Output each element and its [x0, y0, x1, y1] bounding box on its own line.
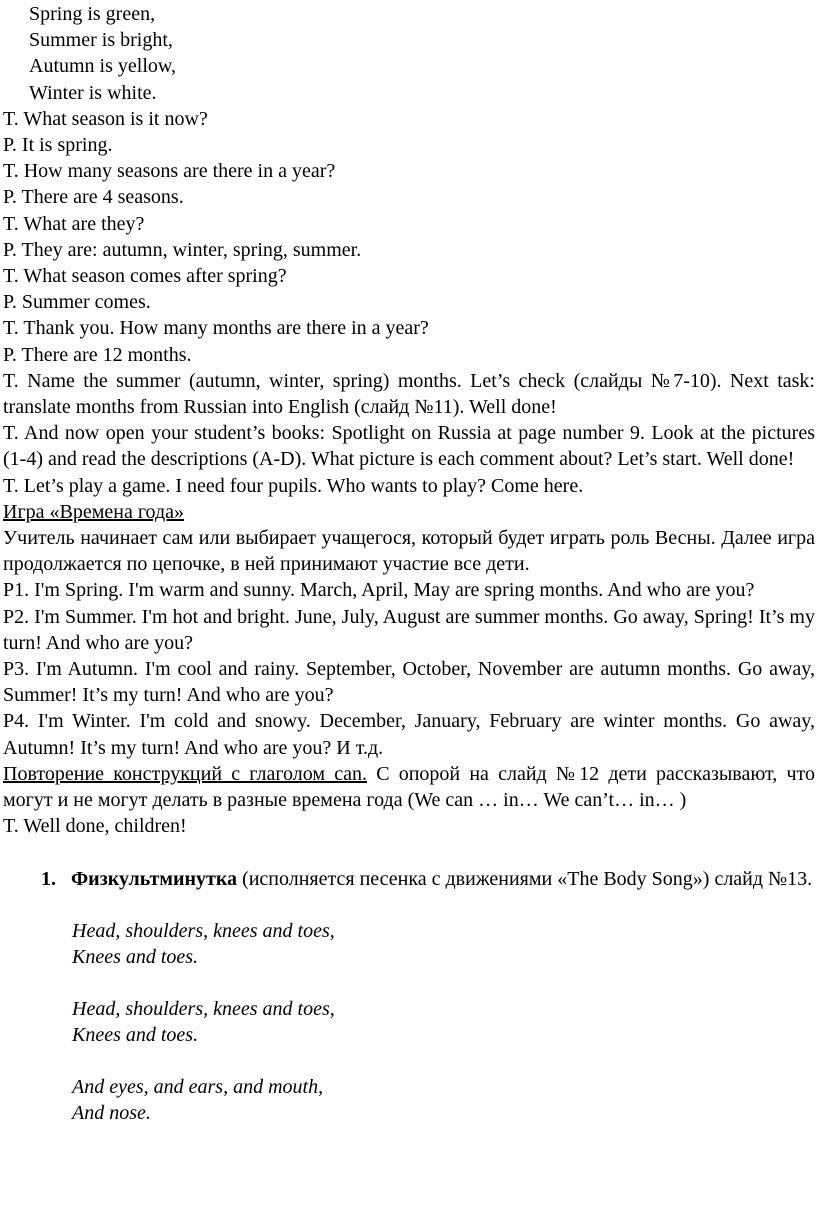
- poem-line: Winter is white.: [29, 81, 157, 104]
- list-item: [3, 866, 815, 892]
- poem-line: Summer is bright,: [29, 29, 173, 52]
- player-line: P2. I'm Summer. I'm hot and bright. June, July, August are summer months. Go away, Spring! It’s my turn! And who are you?: [3, 605, 815, 654]
- dialogue-line: P. Summer comes.: [3, 291, 151, 314]
- song-line: And nose.: [72, 1101, 151, 1124]
- song-line: And eyes, and ears, and mouth,: [72, 1075, 324, 1098]
- paragraph-game: T. Let’s play a game. I need four pupils. Who wants to play? Come here.: [3, 474, 584, 497]
- document-page: [3, 1, 815, 1126]
- dialogue-line: P. It is spring.: [3, 134, 113, 157]
- dialogue-line: T. How many seasons are there in a year?: [3, 160, 336, 183]
- player-line: P3. I'm Autumn. I'm cool and rainy. September, October, November are autumn months. Go away, Summer! It’s my turn! And who are you?: [3, 658, 815, 707]
- song-line: Head, shoulders, knees and toes,: [72, 997, 335, 1020]
- dialogue-line: P. There are 4 seasons.: [3, 186, 184, 209]
- dialogue: [3, 106, 815, 368]
- well-done-line: T. Well done, children!: [3, 815, 187, 838]
- dialogue-line: P. They are: autumn, winter, spring, summer.: [3, 238, 362, 261]
- dialogue-line: T. What are they?: [3, 212, 145, 235]
- list-number: 1.: [41, 867, 56, 890]
- player-line: P4. I'm Winter. I'm cold and snowy. December, January, February are winter months. Go away, Autumn! It’s my turn! And who are you? И т.д.: [3, 710, 815, 759]
- spacer: [3, 840, 815, 866]
- song-line: Knees and toes.: [72, 1023, 199, 1046]
- spacer: [72, 970, 815, 996]
- spacer: [3, 892, 815, 918]
- dialogue-line: T. What season is it now?: [3, 107, 208, 130]
- list-text: (исполняется песенка с движениями «The Body Song») слайд №13.: [237, 867, 813, 890]
- song-lyrics: [3, 918, 815, 1126]
- paragraph-books: T. And now open your student’s books: Spotlight on Russia at page number 9. Look at the pictures (1-4) and read the descriptions (A-D). What picture is each comment about? Let’s start. Well done!: [3, 422, 815, 471]
- can-title: Повторение конструкций с глаголом can.: [3, 762, 367, 785]
- game-title: Игра «Времена года»: [3, 500, 185, 523]
- paragraph-months: T. Name the summer (autumn, winter, spring) months. Let’s check (слайды №7-10). Next task: translate months from Russian into English (слайд №11). Well done!: [3, 369, 815, 419]
- player-line: P1. I'm Spring. I'm warm and sunny. March, April, May are spring months. And who are you?: [3, 579, 755, 602]
- spacer: [72, 1048, 815, 1074]
- dialogue-line: T. What season comes after spring?: [3, 265, 287, 288]
- poem-line: Spring is green,: [29, 3, 156, 25]
- list-title: Физкультминутка: [71, 867, 238, 890]
- dialogue-line: P. There are 12 months.: [3, 343, 192, 366]
- can-text: С опорой на слайд №12 дети рассказывают, что могут и не могут делать в разные времена года (We can … in… We can’t… in… ): [3, 762, 815, 812]
- can-paragraph: [3, 761, 815, 813]
- dialogue-line: T. Thank you. How many months are there in a year?: [3, 317, 429, 340]
- poem-line: Autumn is yellow,: [29, 55, 177, 78]
- song-line: Head, shoulders, knees and toes,: [72, 919, 335, 942]
- song-line: Knees and toes.: [72, 945, 199, 968]
- poem: [3, 1, 815, 106]
- game-description: Учитель начинает сам или выбирает учащегося, который будет играть роль Весны. Далее игра продолжается по цепочке, в ней принимают участие все дети.: [3, 527, 815, 576]
